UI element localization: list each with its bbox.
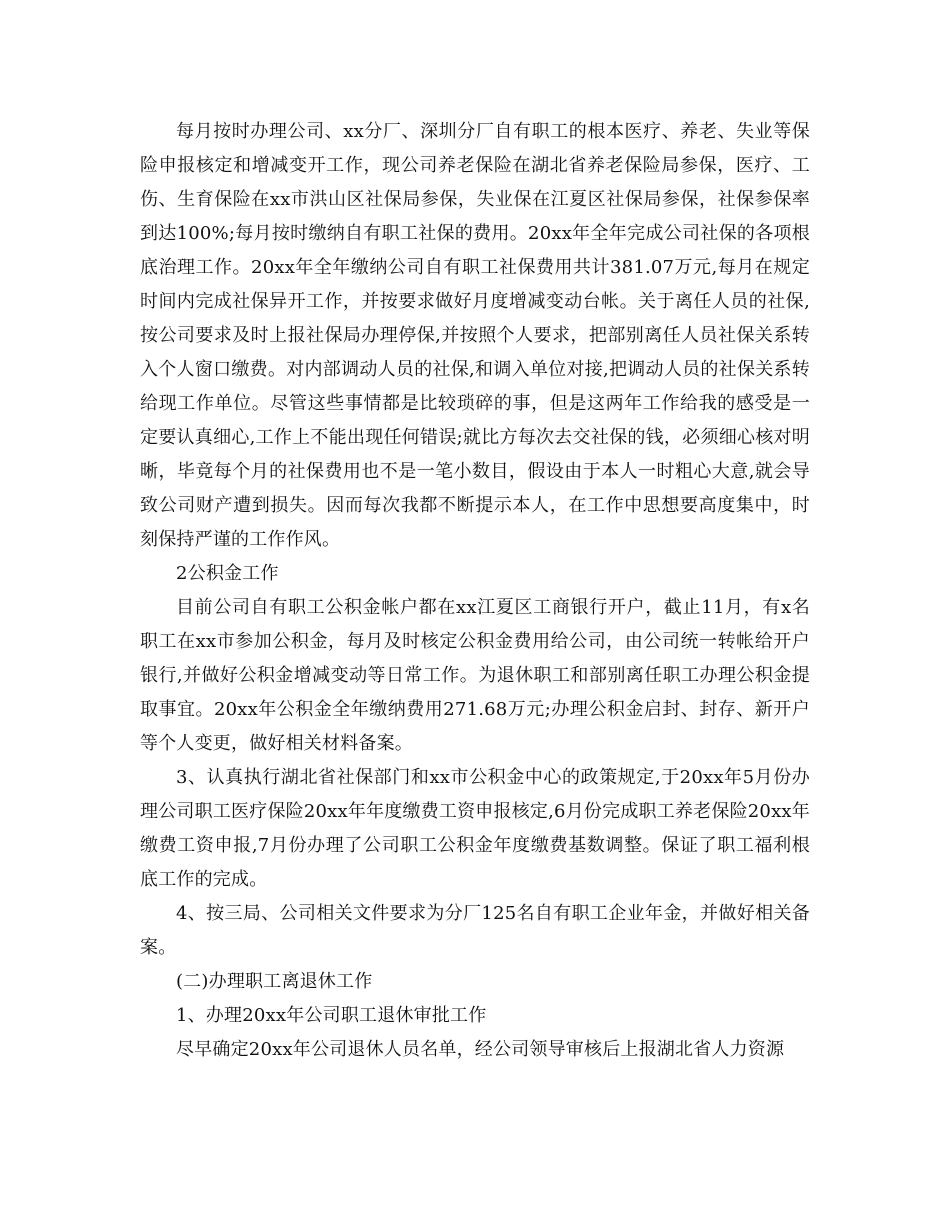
- document-body: [140, 115, 810, 1067]
- paragraph-social-insurance: 每月按时办理公司、xx分厂、深圳分厂自有职工的根本医疗、养老、失业等保险申报核定和增减变开工作，现公司养老保险在湖北省养老保险局参保，医疗、工伤、生育保险在xx市洪山区社保局参保，失业保在江夏区社保局参保，社保参保率到达100%;每月按时缴纳自有职工社保的费用。20xx年全年完成公司社保的各项根底治理工作。20xx年全年缴纳公司自有职工社保费用共计381.07万元,每月在规定时间内完成社保异开工作，并按要求做好月度增减变动台帐。关于离任人员的社保,按公司要求及时上报社保局办理停保,并按照个人要求，把部别离任人员社保关系转入个人窗口缴费。对内部调动人员的社保,和调入单位对接,把调动人员的社保关系转给现工作单位。尽管这些事情都是比较琐碎的事，但是这两年工作给我的感受是一定要认真细心,工作上不能出现任何错误;就比方每次去交社保的钱，必须细心核对明晰，毕竟每个月的社保费用也不是一笔小数目，假设由于本人一时粗心大意,就会导致公司财产遭到损失。因而每次我都不断提示本人，在工作中思想要高度集中，时刻保持严谨的工作作风。: [140, 121, 810, 550]
- heading-retirement-work: (二)办理职工离退休工作: [176, 971, 373, 992]
- paragraph-policy-execution: 3、认真执行湖北省社保部门和xx市公积金中心的政策规定,于20xx年5月份办理公司职工医疗保险20xx年年度缴费工资申报核定,6月份完成职工养老保险20xx年缴费工资申报,7月份办理了公司职工公积金年度缴费基数调整。保证了职工福利根底工作的完成。: [140, 767, 810, 890]
- paragraph-enterprise-annuity: 4、按三局、公司相关文件要求为分厂125名自有职工企业年金，并做好相关备案。: [140, 903, 810, 958]
- heading-retirement-approval: 1、办理20xx年公司职工退休审批工作: [176, 1005, 487, 1026]
- heading-housing-fund: 2公积金工作: [176, 563, 279, 584]
- paragraph-retirement-list: 尽早确定20xx年公司退休人员名单，经公司领导审核后上报湖北省人力资源: [176, 1039, 785, 1060]
- paragraph-housing-fund: 目前公司自有职工公积金帐户都在xx江夏区工商银行开户，截止11月，有x名职工在xx市参加公积金，每月及时核定公积金费用给公司，由公司统一转帐给开户银行,并做好公积金增减变动等日常工作。为退休职工和部别离任职工办理公积金提取事宜。20xx年公积金全年缴纳费用271.68万元;办理公积金启封、封存、新开户等个人变更，做好相关材料备案。: [140, 597, 810, 754]
